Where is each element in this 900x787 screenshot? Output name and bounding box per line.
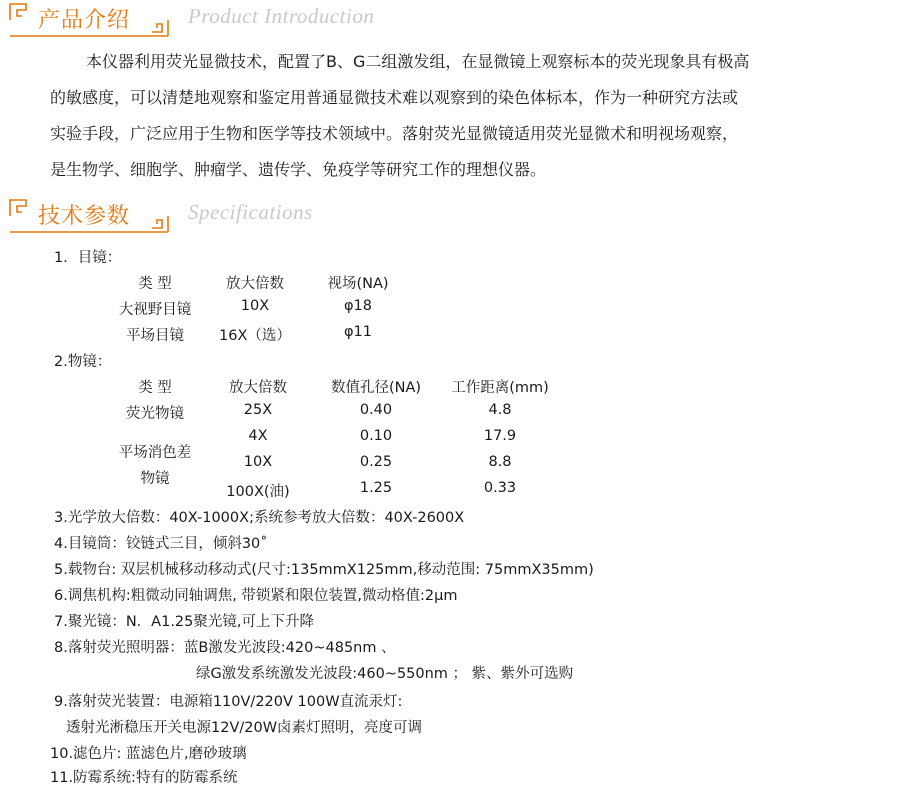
objective-header-mag: 放大倍数 [229, 380, 287, 396]
intro-line: 的敏感度，可以清楚地观察和鉴定用普通显微技术难以观察到的染色体标本，作为一种研究方法或 [50, 88, 739, 107]
objective-cell: 0.25 [359, 454, 393, 470]
objective-cell: 4.8 [488, 402, 512, 418]
objective-cell: 1.25 [359, 480, 393, 496]
spec-item: 3.光学放大倍数：40X-1000X;系统参考放大倍数：40X-2600X [54, 510, 465, 526]
section-title-cn: 技术参数 [38, 204, 131, 229]
intro-line: 是生物学、细胞学、肿瘤学、遗传学、免疫学等研究工作的理想仪器。 [50, 160, 547, 179]
spec-item: 4.目镜筒：铰链式三目，倾斜30˚ [54, 536, 268, 552]
eyepiece-cell: 平场目镜 [126, 328, 184, 344]
objective-cell: 荧光物镜 [126, 406, 184, 422]
section-title-en: Product Introduction [188, 4, 375, 28]
eyepiece-heading: 1．目镜： [54, 250, 122, 266]
spec-item-continuation: 透射光淅稳压开关电源12V/20W卤素灯照明，亮度可调 [66, 720, 423, 736]
intro-paragraph [50, 44, 860, 188]
objective-cell: 25X [243, 402, 273, 418]
objective-cell: 8.8 [488, 454, 512, 470]
intro-line: 实验手段，广泛应用于生物和医学等技术领域中。落射荧光显微镜适用荧光显微术和明视场观察， [50, 124, 739, 143]
spec-item: 7.聚光镜：N．A1.25聚光镜,可上下升降 [54, 614, 314, 630]
title-frame [8, 196, 170, 236]
objective-cell: 17.9 [483, 428, 517, 444]
objective-cell: 0.10 [359, 428, 393, 444]
eyepiece-cell: 16X（选） [219, 328, 291, 344]
section-title-cn: 产品介绍 [38, 8, 131, 33]
eyepiece-header-mag: 放大倍数 [226, 276, 284, 292]
spec-item-continuation: 绿G激发系统激发光波段:460~550nm ； 紫、紫外可选购 [196, 666, 574, 682]
spec-item: 6.调焦机构:粗微动同轴调焦, 带锁紧和限位装置,微动格值:2μm [54, 588, 458, 604]
title-frame [8, 0, 170, 40]
objective-cell: 0.33 [483, 480, 517, 496]
specifications-header [8, 196, 428, 236]
spec-item: 5.载物台: 双层机械移动移动式(尺寸:135mmX125mm,移动范围: 75mmX35mm) [54, 562, 594, 578]
objective-heading: 2.物镜： [54, 354, 112, 370]
spec-item: 11.防霉系统:特有的防霉系统 [50, 770, 238, 786]
objective-cell: 100X(油) [226, 484, 290, 500]
section-title-en: Specifications [188, 200, 313, 224]
spec-item: 9.落射荧光装置：电源箱110V/220V 100W直流汞灯: [54, 694, 403, 710]
objective-cell: 4X [248, 428, 268, 444]
objective-header-type: 类 型 [138, 380, 172, 396]
eyepiece-cell: 大视野目镜 [118, 302, 192, 318]
spec-item: 10.滤色片: 蓝滤色片,磨砂玻璃 [50, 746, 247, 762]
intro-line: 本仪器利用荧光显微技术，配置了B、G二组激发组，在显微镜上观察标本的荧光现象具有极高 [86, 52, 750, 71]
objective-header-wd: 工作距离(mm) [451, 380, 549, 396]
objective-cell: 0.40 [359, 402, 393, 418]
objective-header-na: 数值孔径(NA) [330, 380, 422, 396]
eyepiece-cell: 10X [240, 298, 270, 314]
eyepiece-cell: φ11 [343, 324, 373, 340]
objective-cell: 10X [243, 454, 273, 470]
eyepiece-header-field: 视场(NA) [327, 276, 389, 292]
objective-plan-type: 平场消色差 [118, 445, 192, 461]
objective-plan-type: 物镜 [140, 471, 170, 487]
eyepiece-cell: φ18 [343, 298, 373, 314]
spec-item: 8.落射荧光照明器：蓝B激发光波段:420~485nm 、 [54, 640, 396, 656]
eyepiece-header-type: 类 型 [138, 276, 172, 292]
product-intro-header [8, 0, 428, 40]
